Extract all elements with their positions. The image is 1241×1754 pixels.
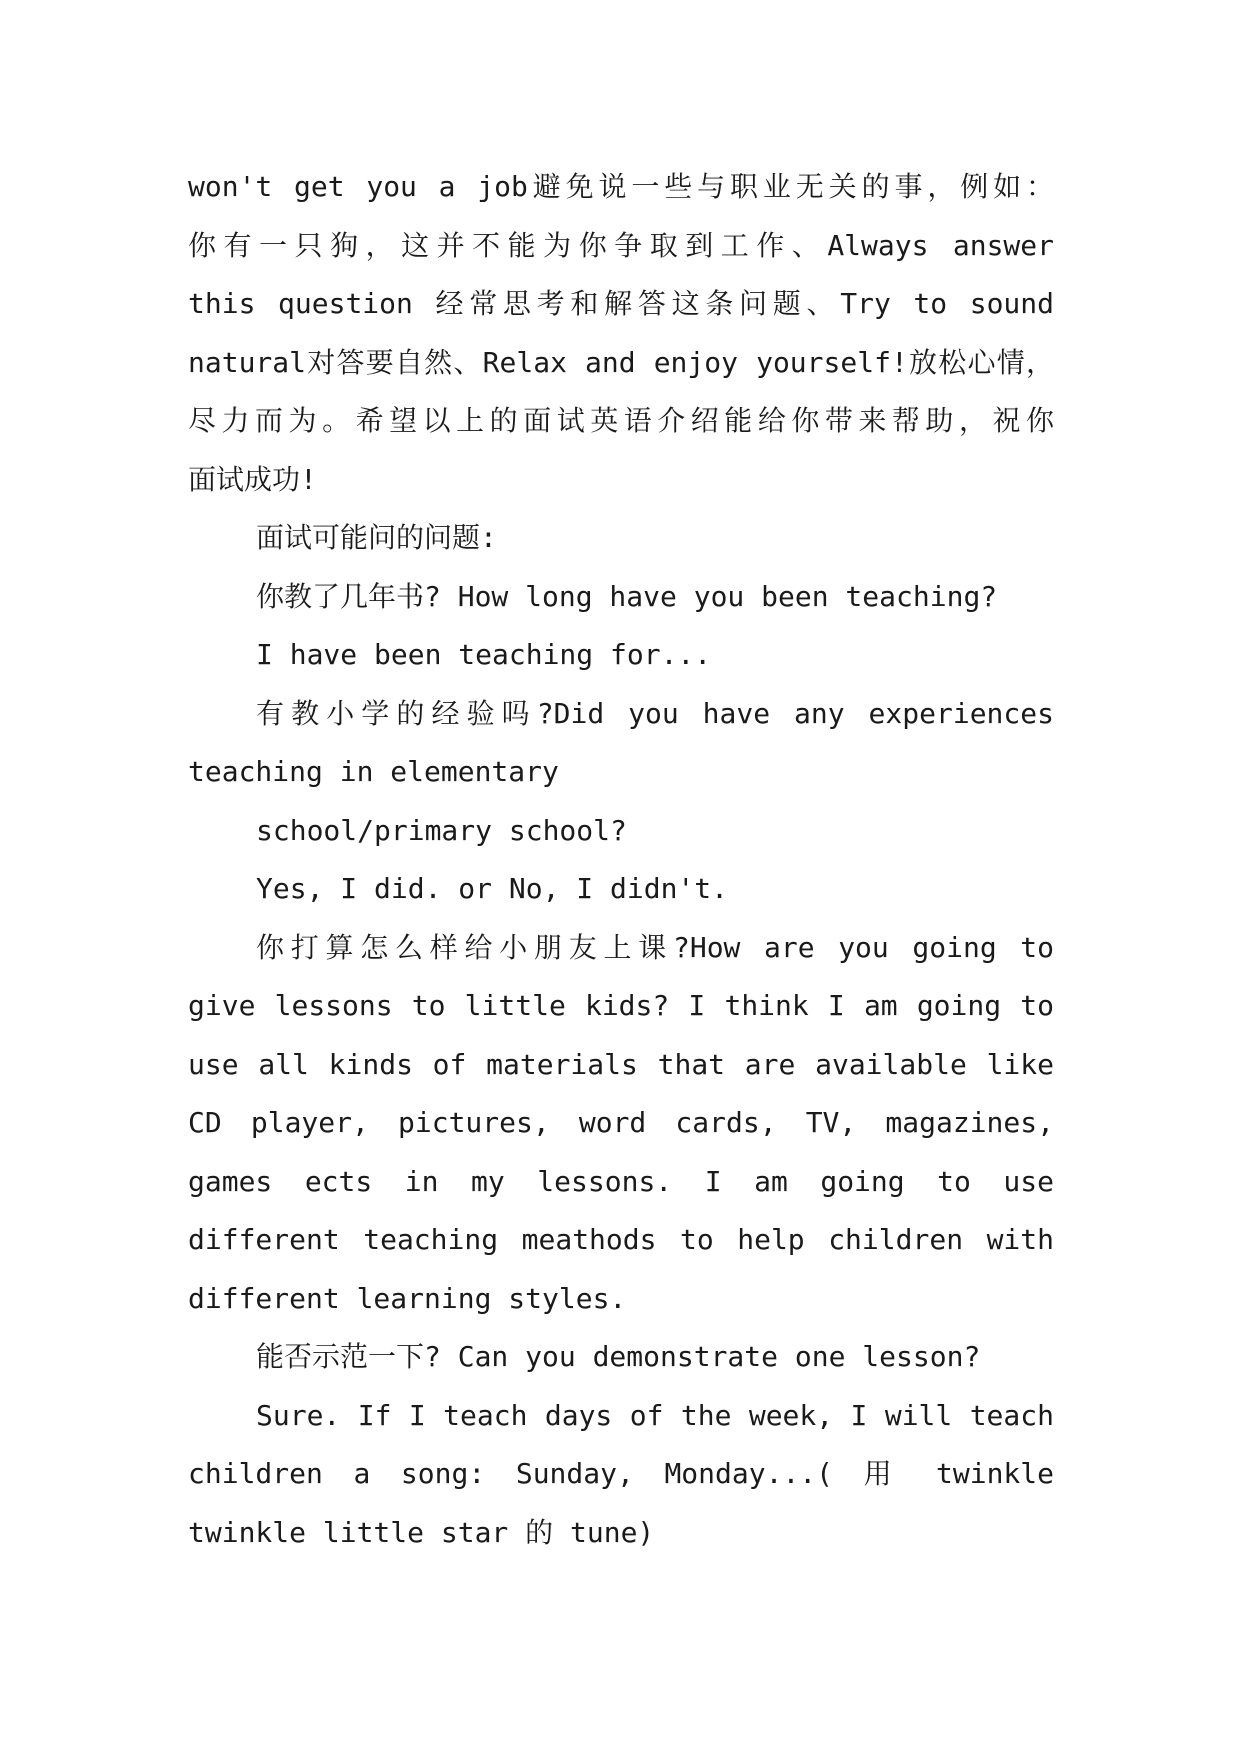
- text-line: different teaching meathods to help children with: [188, 1223, 1054, 1256]
- paragraph-question-experience-cont: [188, 802, 1054, 861]
- paragraph-questions-heading: [188, 509, 1054, 568]
- text-line: 能否示范一下? Can you demonstrate one lesson?: [256, 1340, 981, 1373]
- text-line: this question 经常思考和解答这条问题、Try to sound: [188, 287, 1054, 320]
- text-line: 面试可能问的问题:: [256, 521, 497, 554]
- text-line: twinkle little star 的 tune): [188, 1515, 655, 1549]
- text-line: teaching in elementary: [188, 755, 559, 788]
- paragraph-question-years: [188, 568, 1054, 627]
- paragraph-question-lessons: [188, 919, 1054, 1329]
- text-line: Sure. If I teach days of the week, I will teach: [256, 1398, 1054, 1432]
- paragraph-question-demonstrate: [188, 1328, 1054, 1387]
- text-line: 面试成功!: [188, 462, 317, 496]
- text-line: natural对答要自然、Relax and enjoy yourself!放松心情，: [188, 345, 1054, 379]
- text-line: 你有一只狗，这并不能为你争取到工作、Always answer: [188, 228, 1054, 262]
- text-line: school/primary school?: [256, 813, 627, 847]
- text-line: CD player, pictures, word cards, TV, magazines,: [188, 1106, 1054, 1139]
- text-line: give lessons to little kids? I think I am going to: [188, 989, 1054, 1022]
- paragraph-answer-years: [188, 626, 1054, 685]
- text-line: different learning styles.: [188, 1281, 627, 1315]
- text-line: games ects in my lessons. I am going to use: [188, 1164, 1054, 1198]
- text-line: use all kinds of materials that are available like: [188, 1047, 1054, 1081]
- text-line: 有教小学的经验吗?Did you have any experiences: [256, 696, 1054, 730]
- paragraph-interview-tips: [188, 158, 1054, 509]
- paragraph-answer-demonstrate: [188, 1387, 1054, 1563]
- text-line: 你教了几年书? How long have you been teaching?: [256, 579, 998, 613]
- text-line: Yes, I did. or No, I didn't.: [256, 872, 729, 905]
- text-line: 尽力而为。希望以上的面试英语介绍能给你带来帮助，祝你: [188, 404, 1054, 437]
- paragraph-question-experience: [188, 685, 1054, 802]
- text-line: 你打算怎么样给小朋友上课?How are you going to: [256, 930, 1054, 964]
- text-line: children a song: Sunday, Monday...( 用 twinkle: [188, 1457, 1054, 1490]
- text-line: I have been teaching for...: [256, 638, 712, 671]
- paragraph-answer-experience: [188, 860, 1054, 919]
- document-body: [188, 158, 1054, 1562]
- text-line: won't get you a job避免说一些与职业无关的事，例如：: [188, 170, 1054, 203]
